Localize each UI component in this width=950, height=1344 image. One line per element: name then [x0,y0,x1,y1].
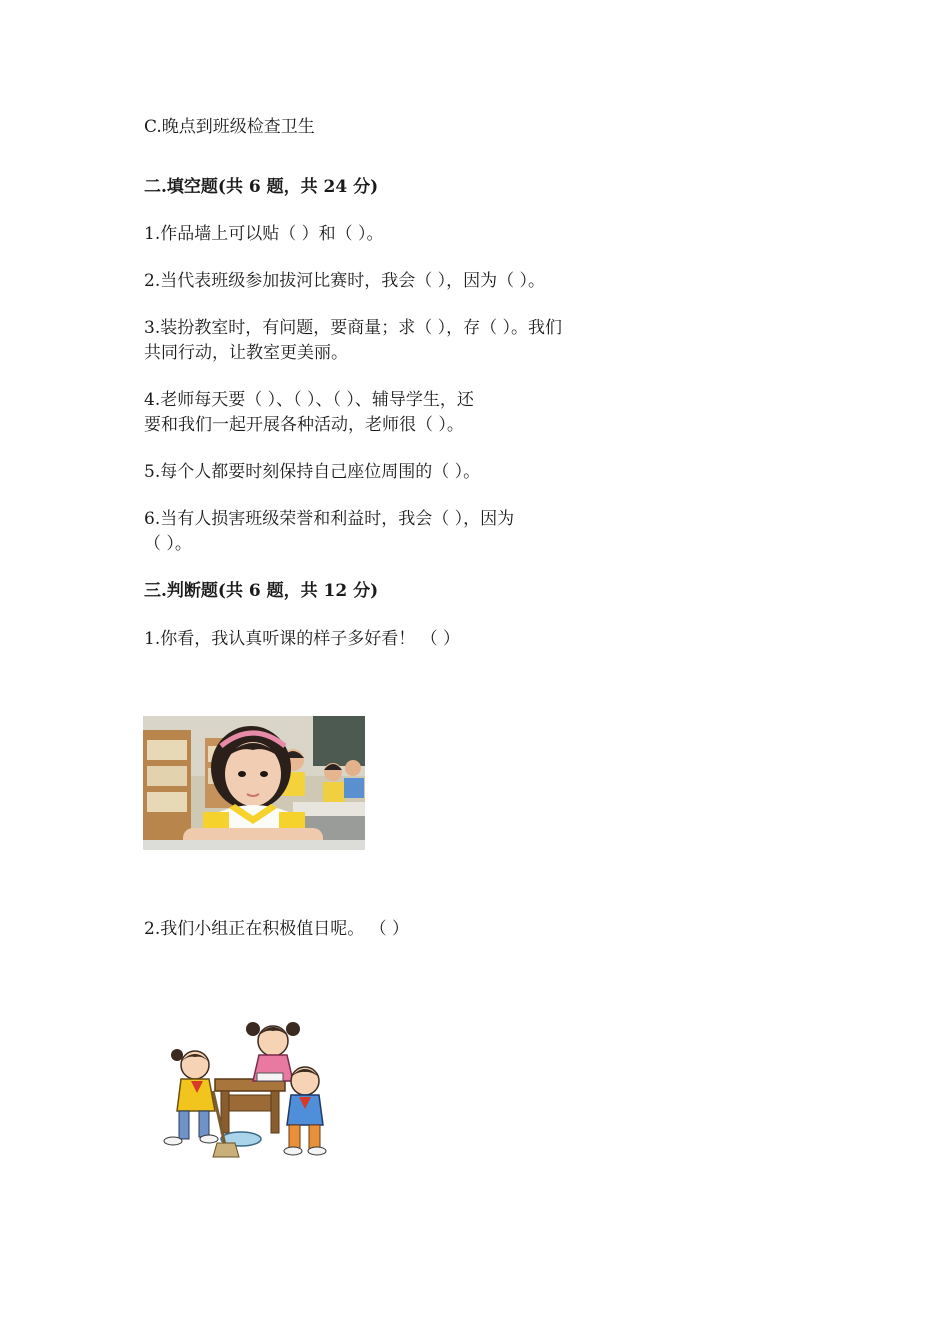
fill-question-5: 5.每个人都要时刻保持自己座位周围的（ ）。 [144,462,481,482]
option-c: C.晚点到班级检查卫生 [144,117,315,137]
fill-question-2: 2.当代表班级参加拔河比赛时，我会（ ），因为（ ）。 [144,271,546,291]
fill-question-4-line-2: 要和我们一起开展各种活动，老师很（ ）。 [144,415,464,435]
classroom-girl-photo [143,716,365,850]
fill-question-4-line-1: 4.老师每天要（ ）、（ ）、（ ）、辅导学生，还 [144,390,474,410]
judge-question-2: 2.我们小组正在积极值日呢。 （ ） [144,919,410,939]
fill-question-3-line-2: 共同行动，让教室更美丽。 [144,343,348,363]
fill-question-6-line-2: （ ）。 [144,534,192,554]
section-2-heading: 二.填空题(共 6 题，共 24 分) [144,177,379,197]
fill-question-1: 1.作品墙上可以贴（ ）和（ ）。 [144,224,384,244]
children-cleaning-cartoon [143,1015,333,1160]
judge-question-1: 1.你看，我认真听课的样子多好看！ （ ） [144,629,461,649]
fill-question-3-line-1: 3.装扮教室时，有问题，要商量；求（ ），存（ ）。我们 [144,318,563,338]
section-3-heading: 三.判断题(共 6 题，共 12 分) [144,581,379,601]
fill-question-6-line-1: 6.当有人损害班级荣誉和利益时，我会（ ），因为 [144,509,515,529]
